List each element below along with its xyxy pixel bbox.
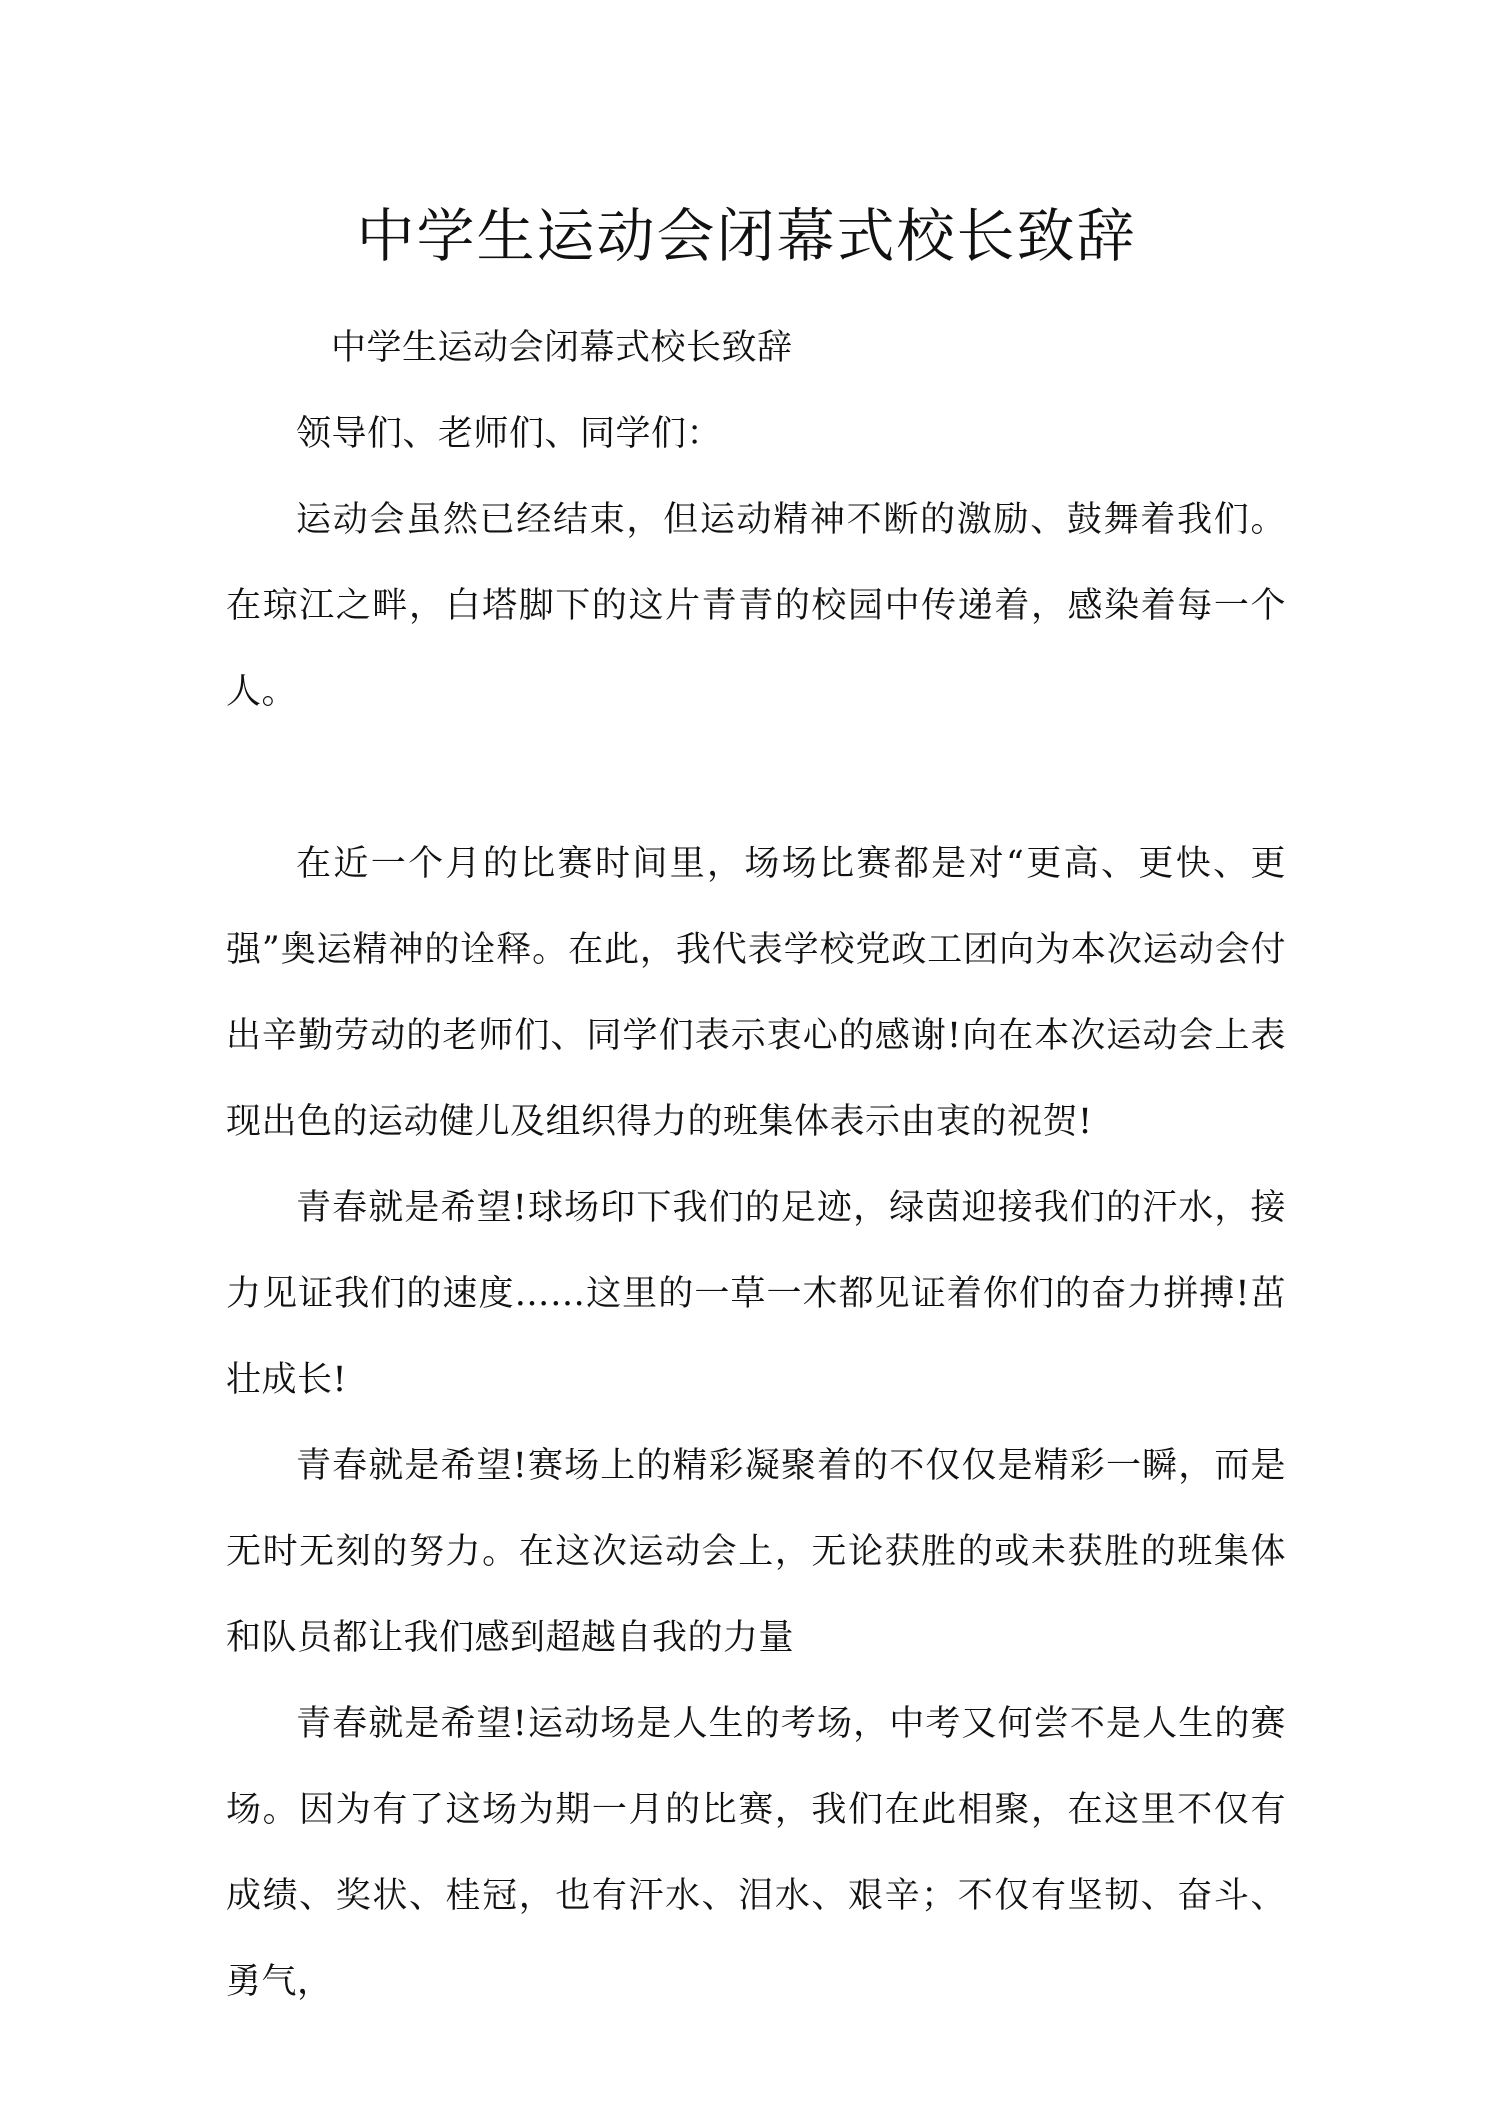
document-body xyxy=(226,305,1286,2025)
paragraph: 在近一个月的比赛时间里，场场比赛都是对“更高、更快、更强”奥运精神的诠释。在此，我代表学校党政工团向为本次运动会付出辛勤劳动的老师们、同学们表示衷心的感谢!向在本次运动会上表现出色的运动健儿及组织得力的班集体表示由衷的祝贺! xyxy=(226,844,1286,1142)
paragraph: 青春就是希望!球场印下我们的足迹，绿茵迎接我们的汗水，接力见证我们的速度……这里的一草一木都见证着你们的奋力拼搏!茁壮成长! xyxy=(226,1188,1286,1400)
document-title: 中学生运动会闭幕式校长致辞 xyxy=(356,202,1137,270)
paragraph: 青春就是希望!运动场是人生的考场，中考又何尝不是人生的赛场。因为有了这场为期一月的比赛，我们在此相聚，在这里不仅有成绩、奖状、桂冠，也有汗水、泪水、艰辛；不仅有坚韧、奋斗、勇气， xyxy=(226,1704,1286,2002)
document-subtitle: 中学生运动会闭幕式校长致辞 xyxy=(331,328,793,368)
paragraph: 运动会虽然已经结束，但运动精神不断的激励、鼓舞着我们。在琼江之畔，白塔脚下的这片青青的校园中传递着，感染着每一个人。 xyxy=(226,500,1286,712)
salutation: 领导们、老师们、同学们： xyxy=(296,414,723,454)
paragraph: 青春就是希望!赛场上的精彩凝聚着的不仅仅是精彩一瞬，而是无时无刻的努力。在这次运动会上，无论获胜的或未获胜的班集体和队员都让我们感到超越自我的力量 xyxy=(226,1446,1286,1658)
